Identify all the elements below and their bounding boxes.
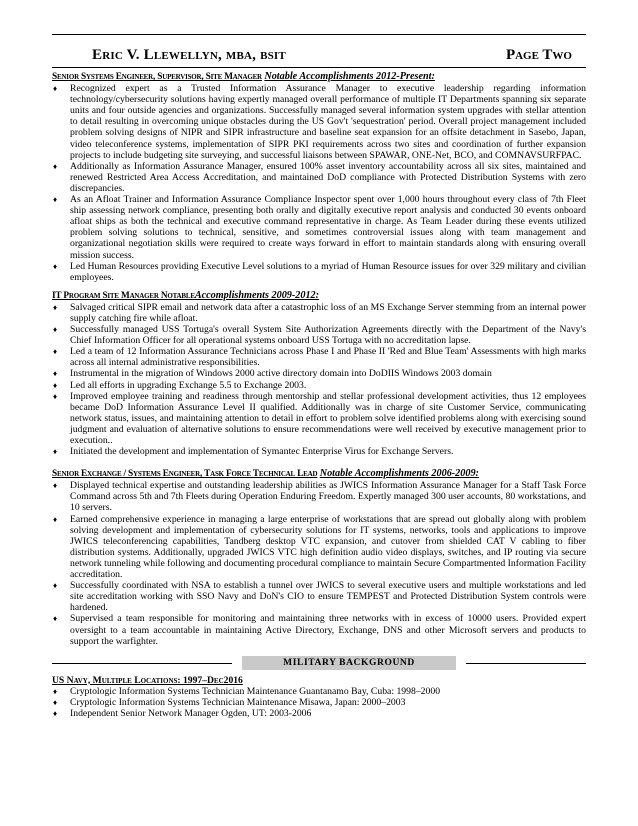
bullet-text: Led Human Resources providing Executive Level solutions to a myriad of Human Resource issues for over 329 military and civilian employees. [70,260,586,283]
list-item [52,346,586,368]
section-title: Notable Accomplishments 2006-2009: [319,468,479,480]
page-label: Page Two [505,47,572,63]
section-title: Accomplishments 2009-2012: [194,289,320,301]
bullet-text: Cryptologic Information Systems Technician Maintenance Guantanamo Bay, Cuba: 1998–2000 [70,685,441,697]
military-org: US Navy, Multiple Locations: 1997–Dec2016 [52,674,243,686]
bullet-text: Instrumental in the migration of Windows 2000 active directory domain into DoDIIS Windows 2003 domain [70,368,492,380]
list-item [52,161,586,194]
section-org: IT Program Site Manager Notable [52,290,195,301]
section-heading [52,468,586,480]
list-item [52,697,586,708]
list-item [52,302,586,324]
divider [52,663,232,664]
list-item [52,324,586,346]
section-org: Senior Exchange / Systems Engineer, Task Force Technical Lead [52,469,318,480]
header-top-rule [52,34,586,35]
bullet-text: Improved employee training and readiness through mentorship and stellar professional development activities, thus 12 employees became DoD Information Assurance Level II qualified. Additionally was in charge of site Customer Service, communicating network status, issues, and maintaining attention to detail in effort to problem solve identified problems along with exercising sound judgment and evaluation of alternative solutions to ensure recommendations were well received by executive management prior to execution.. [70,390,586,446]
military-list [52,686,586,719]
accomplishment-list [52,480,586,646]
military-heading: MILITARY BACKGROUND [242,656,456,670]
diamond-bullet-icon: ♦ [53,514,58,524]
resume-body [52,70,586,719]
diamond-bullet-icon: ♦ [53,195,58,205]
list-item [52,261,586,283]
bullet-text: Successfully coordinated with NSA to establish a tunnel over JWICS to several executive users and multiple workstations and led site accreditation working with SSO Navy and DoN's CIO to ensure TEMPEST and Protected Distribution System controls were hardened. [70,580,586,614]
bullet-text: Independent Senior Network Manager Ogden, UT: 2003-2006 [70,707,312,719]
diamond-bullet-icon: ♦ [53,614,58,624]
accomplishment-list [52,83,586,283]
list-item [52,446,586,457]
section-heading [52,71,586,83]
bullet-text: Led a team of 12 Information Assurance Technicians across Phase I and Phase II 'Red and Blue Team' Assessments with high marks across all internal administrative responsibilities. [70,346,586,369]
diamond-bullet-icon: ♦ [53,697,58,707]
bullet-text: Additionally as Information Assurance Manager, ensured 100% asset inventory accountability across all six sites, maintained and renewed Restricted Area Access Accreditation, and maintained DoD compliance with Protected Distribution Systems with zero discrepancies. [70,160,586,194]
bullet-text: Led all efforts in upgrading Exchange 5.5 to Exchange 2003. [70,379,307,391]
list-item [52,613,586,646]
list-item [52,514,586,581]
diamond-bullet-icon: ♦ [53,686,58,696]
accomplishment-list [52,302,586,457]
diamond-bullet-icon: ♦ [53,380,58,390]
section-title: Notable Accomplishments 2012-Present: [264,71,435,82]
divider [466,663,586,664]
diamond-bullet-icon: ♦ [53,325,58,335]
diamond-bullet-icon: ♦ [53,369,58,379]
list-item [52,480,586,513]
header-rule [52,67,586,68]
diamond-bullet-icon: ♦ [53,581,58,591]
bullet-text: Cryptologic Information Systems Technician Maintenance Misawa, Japan: 2000–2003 [70,696,406,708]
diamond-bullet-icon: ♦ [53,302,58,312]
list-item [52,380,586,391]
diamond-bullet-icon: ♦ [53,84,58,94]
list-item [52,391,586,446]
bullet-text: Earned comprehensive experience in managing a large enterprise of workstations that are spread out globally along with problem solving development and implementation of cybersecurity solutions for IT systems, networks, tools and applications to improve JWICS teleconferencing capabilities, Tandberg desktop VTC expansion, and cutover from shielded CAT V cabling to fiber distribution systems. Additionally, upgraded JWICS VTC high definition audio video displays, switches, and IP routing via secure network tunneling while following and documenting procedural compliance to maintain Secure Compartmented Information Facility accreditation. [70,513,586,581]
diamond-bullet-icon: ♦ [53,481,58,491]
list-item [52,580,586,613]
diamond-bullet-icon: ♦ [53,347,58,357]
bullet-text: Supervised a team responsible for monitoring and maintaining three networks with in excess of 10000 users. Provided expert oversight to a team accountable in maintaining Active Directory, Exchange, DNS and other Microsoft servers and products to support the warfighter. [70,613,586,647]
diamond-bullet-icon: ♦ [53,708,58,718]
bullet-text: Recognized expert as a Trusted Information Assurance Manager to executive leadership regarding information technology/cybersecurity solutions having expertly managed overall performance of multiple IT Departments spanning six separate units and four outside agencies and organizations. Successfully managed several information system upgrades with stellar attention to detail resulting in overcoming unique obstacles during the US Gov't 'sequestration' period. Overall project management included problem solving designs of NIPR and SIPR infrastructure and baseline seat expansion for an offsite detachment in Sasebo, Japan, video teleconference systems, implementation of SIPR PKI requirements across two sites and coordination of further expansion projects to include budgeting site surveying, and successful liaisons between SPAWAR, ONE-Net, BCO, and COMNAVSURFPAC. [70,83,586,161]
bullet-text: As an Afloat Trainer and Information Assurance Compliance Inspector spent over 1,000 hours throughout every class of 7th Fleet ship assessing network compliance, presenting both orally and digitally executive report analysis and conducted 30 events onboard afloat ships as both the technical and executive command representative in charge. As Team Leader during these events utilized problem solving solutions to technical, sensitive, and sometimes controversial issues along with team management and organizational negotiation skills were required to create ways forward in effort to maintain standards along with ensuring overall mission success. [70,194,586,261]
diamond-bullet-icon: ♦ [53,447,58,457]
diamond-bullet-icon: ♦ [53,391,58,401]
list-item [52,708,586,719]
diamond-bullet-icon: ♦ [53,161,58,171]
diamond-bullet-icon: ♦ [53,261,58,271]
section-org: Senior Systems Engineer, Supervisor, Site Manager [52,72,262,82]
bullet-text: Successfully managed USS Tortuga's overall System Site Authorization Agreements directly with the Department of the Navy's Chief Information Officer for all operational systems onboard USS Tortuga with no accreditation lapse. [70,324,586,347]
bullet-text: Initiated the development and implementation of Symantec Enterprise Virus for Exchange Servers. [70,446,454,458]
bullet-text: Displayed technical expertise and outstanding leadership abilities as JWICS Information Assurance Manager for a Staff Task Force Command across 5th and 7th Fleets during Operation Enduring Freedom. Expertly managed 300 user accounts, 80 workstations, and 10 servers. [70,480,586,514]
list-item [52,194,586,261]
section-heading [52,290,586,302]
list-item [52,83,586,161]
bullet-text: Salvaged critical SIPR email and network data after a catastrophic loss of an MS Exchange Server stemming from an internal power supply catching fire while afloat. [70,301,586,324]
list-item [52,368,586,379]
list-item [52,686,586,697]
candidate-name: Eric V. Llewellyn, mba, bsit [92,47,286,63]
military-background-banner [52,656,586,670]
